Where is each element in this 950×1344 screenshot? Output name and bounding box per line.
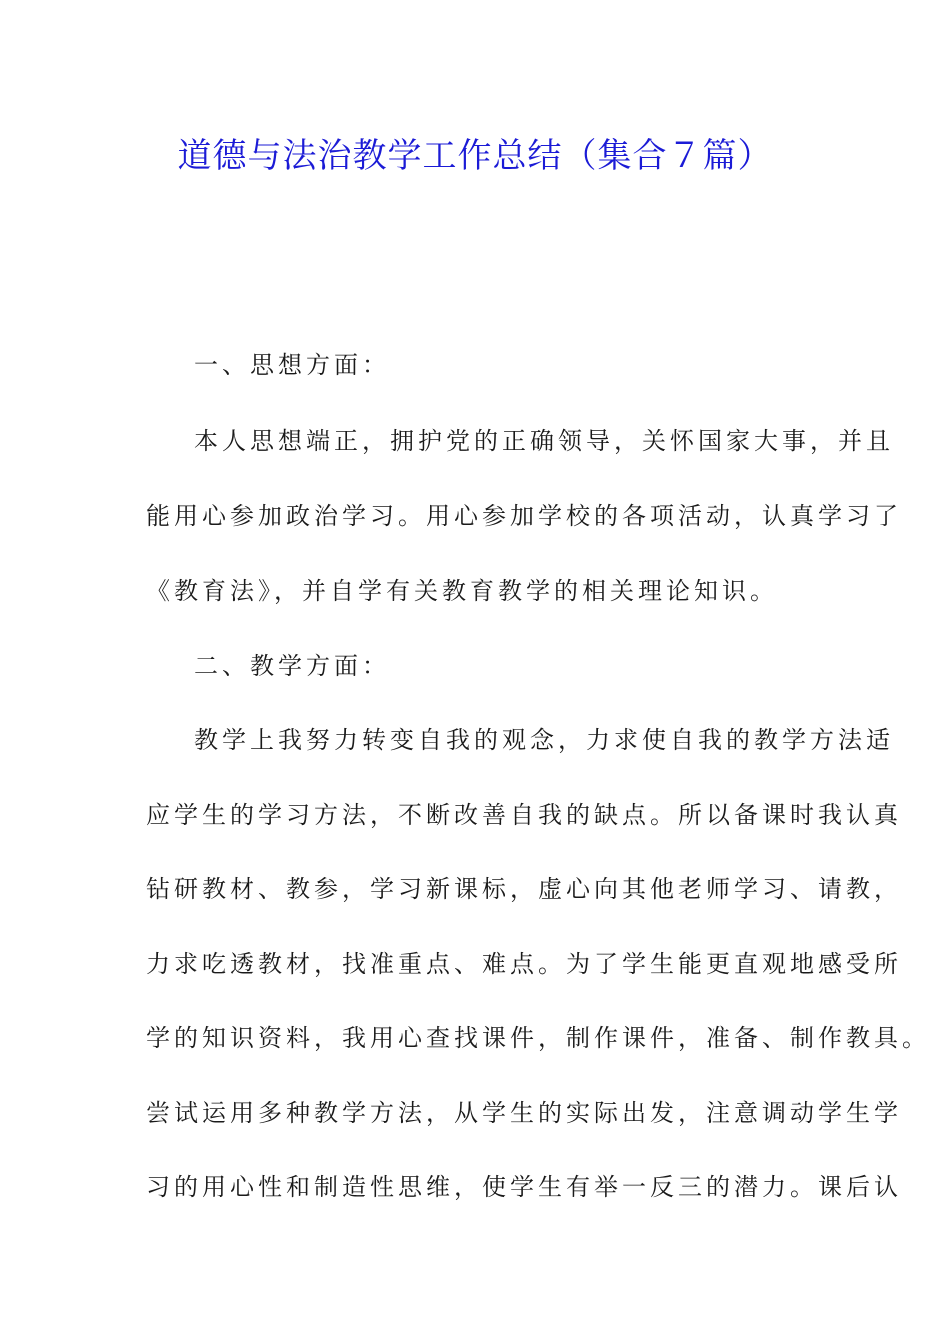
paragraph-line: 钻研教材、教参，学习新课标，虚心向其他老师学习、请教， bbox=[146, 875, 902, 903]
document-title: 道德与法治教学工作总结（集合７篇） bbox=[177, 136, 773, 176]
paragraph-line: 本人思想端正，拥护党的正确领导，关怀国家大事，并且 bbox=[194, 427, 894, 455]
paragraph-line: 尝试运用多种教学方法，从学生的实际出发，注意调动学生学 bbox=[146, 1099, 902, 1127]
section-heading-teaching: 二、教学方面： bbox=[194, 652, 390, 680]
paragraph-line: 教学上我努力转变自我的观念，力求使自我的教学方法适 bbox=[194, 726, 894, 754]
paragraph-line: 能用心参加政治学习。用心参加学校的各项活动，认真学习了 bbox=[146, 502, 902, 530]
paragraph-line: 力求吃透教材，找准重点、难点。为了学生能更直观地感受所 bbox=[146, 950, 902, 978]
paragraph-line: 应学生的学习方法，不断改善自我的缺点。所以备课时我认真 bbox=[146, 801, 902, 829]
paragraph-line: 习的用心性和制造性思维，使学生有举一反三的潜力。课后认 bbox=[146, 1173, 902, 1201]
section-heading-thought: 一、思想方面： bbox=[194, 351, 390, 379]
paragraph-line: 《教育法》，并自学有关教育教学的相关理论知识。 bbox=[146, 577, 778, 605]
paragraph-line: 学的知识资料，我用心查找课件，制作课件，准备、制作教具。 bbox=[146, 1024, 930, 1052]
